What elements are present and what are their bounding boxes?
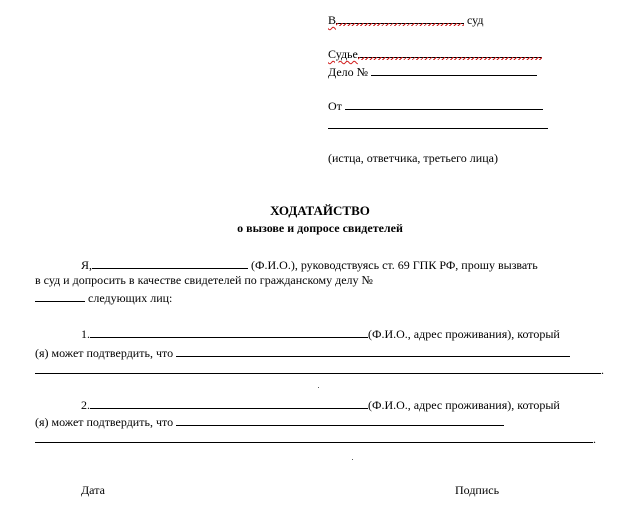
case-label: Дело №: [328, 65, 369, 79]
intro-line-3-suffix: следующих лиц:: [88, 291, 173, 305]
witness-2-fact-blank: [176, 414, 504, 426]
witness-2-confirm: (я) может подтвердить, что: [35, 415, 174, 429]
court-name-blank: [336, 12, 464, 24]
document-title: ХОДАТАЙСТВО: [270, 203, 370, 218]
witness-2-confirm-line: [35, 414, 504, 429]
witness-1-line: [81, 326, 560, 341]
date-label: Дата: [81, 483, 105, 497]
intro-fio: (Ф.И.О.), руководствуясь ст. 69 ГПК РФ, прошу вызвать: [251, 258, 538, 272]
case-no-blank: [35, 290, 85, 302]
intro-line-2: в суд и допросить в качестве свидетелей по гражданскому делу №: [35, 273, 373, 287]
intro-start: Я,: [81, 258, 93, 272]
from-name-blank: [345, 98, 543, 110]
document-subtitle: о вызове и допросе свидетелей: [237, 221, 403, 235]
from-label: От: [328, 99, 342, 113]
judge-name-blank: [358, 46, 542, 58]
witness-1-confirm: (я) может подтвердить, что: [35, 346, 174, 360]
case-number-blank: [371, 64, 537, 76]
witness-1-name-blank: [90, 326, 368, 338]
witness-1-number: 1.: [81, 327, 90, 341]
intro-line-1: [81, 257, 538, 272]
witness-1-fio-note: (Ф.И.О., адрес проживания), который: [368, 327, 560, 341]
court-line: [328, 12, 484, 27]
scan-speck-2: [352, 459, 353, 460]
witness-2-number: 2.: [81, 398, 90, 412]
witness-2-line: [81, 397, 560, 412]
witness-1-confirm-line: [35, 345, 570, 360]
applicant-name-blank: [92, 257, 248, 269]
court-suffix: суд: [467, 13, 484, 27]
judge-label: Судье: [328, 47, 358, 61]
party-note: (истца, ответчика, третьего лица): [328, 151, 498, 165]
witness-2-name-blank: [90, 397, 368, 409]
judge-line: [328, 46, 542, 61]
witness-2-period: .: [593, 432, 596, 446]
witness-2-fio-note: (Ф.И.О., адрес проживания), который: [368, 398, 560, 412]
intro-line-3: [35, 290, 172, 305]
scan-speck: [318, 387, 319, 388]
from-second-rule: [328, 128, 548, 129]
case-line: [328, 64, 537, 79]
witness-1-period: .: [601, 363, 604, 377]
court-prefix: В: [328, 13, 337, 27]
from-line: [328, 98, 543, 113]
witness-2-extra-rule: [35, 442, 593, 443]
signature-label: Подпись: [455, 483, 500, 497]
witness-1-fact-blank: [176, 345, 570, 357]
witness-1-extra-rule: [35, 373, 601, 374]
